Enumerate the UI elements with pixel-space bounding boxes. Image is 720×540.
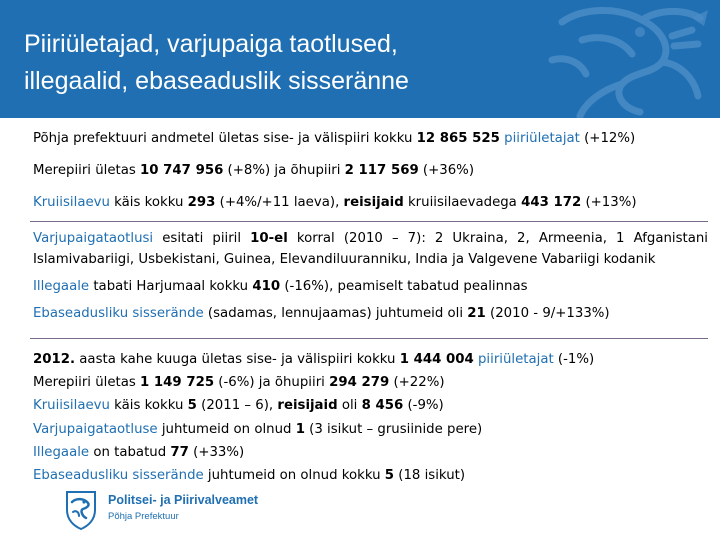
line-2012-illegal-immigration: Ebaseadusliku sisserände juhtumeid on olnud kokku 5 (18 isikut)	[33, 468, 466, 484]
paragraph-cruise-ships: Kruiisilaevu käis kokku 293 (+4%/+11 laeva), reisijaid kruiisilaevadega 443 172 (+13%)	[33, 195, 637, 210]
organization-logo	[64, 490, 364, 530]
organization-name: Politsei- ja Piirivalveamet	[108, 493, 259, 507]
line-2012-cruise-ships: Kruiisilaevu käis kokku 5 (2011 – 6), reisijaid oli 8 456 (-9%)	[33, 398, 444, 414]
line-2012-asylum: Varjupaigataotluse juhtumeid on olnud 1 (3 isikut – grusiinide pere)	[33, 421, 483, 437]
divider-1	[30, 221, 708, 222]
line-2012-illegals: Illegaale on tabatud 77 (+33%)	[33, 444, 245, 460]
paragraph-border-crossers: Põhja prefektuuri andmetel ületas sise- ja välispiiri kokku 12 865 525 piiriületajat (+12%)	[33, 131, 636, 146]
title-line-1: Piiriületajad, varjupaiga taotlused,	[24, 30, 398, 58]
section-annual-border-statistics	[33, 128, 708, 224]
divider-2	[30, 338, 708, 339]
title-line-2: illegaalid, ebaseaduslik sisseränne	[24, 67, 409, 95]
line-2012-border-crossers: 2012. aasta kahe kuuga ületas sise- ja välispiiri kokku 1 444 004 piiriületajat (-1%)	[33, 352, 595, 367]
section-asylum-illegals	[33, 228, 708, 330]
title-banner	[0, 0, 720, 118]
section-2012-statistics	[33, 348, 708, 487]
paragraph-illegal-immigration: Ebaseadusliku sisserände (sadamas, lennujaamas) juhtumeid oli 21 (2010 - 9/+133%)	[33, 306, 610, 321]
organization-subtitle: Põhja Prefektuur	[108, 511, 179, 522]
paragraph-illegals: Illegaale tabati Harjumaal kokku 410 (-16%), peamiselt tabatud pealinnas	[33, 279, 528, 294]
page-title	[24, 26, 584, 100]
paragraph-asylum-applications: Varjupaigataotlusi esitati piiril 10-el korral (2010 – 7): 2 Ukraina, 2, Armeenia, 1 Afganistani Islamivabariigi, Usbekistani, Guinea, Elevandiluuranniku, India ja Valgevene Vabariigi kodanik	[33, 231, 709, 267]
police-shield-icon	[64, 490, 98, 530]
paragraph-sea-air-border: Merepiiri ületas 10 747 956 (+8%) ja õhupiiri 2 117 569 (+36%)	[33, 163, 475, 178]
line-2012-sea-air-border: Merepiiri ületas 1 149 725 (-6%) ja õhupiiri 294 279 (+22%)	[33, 375, 445, 391]
